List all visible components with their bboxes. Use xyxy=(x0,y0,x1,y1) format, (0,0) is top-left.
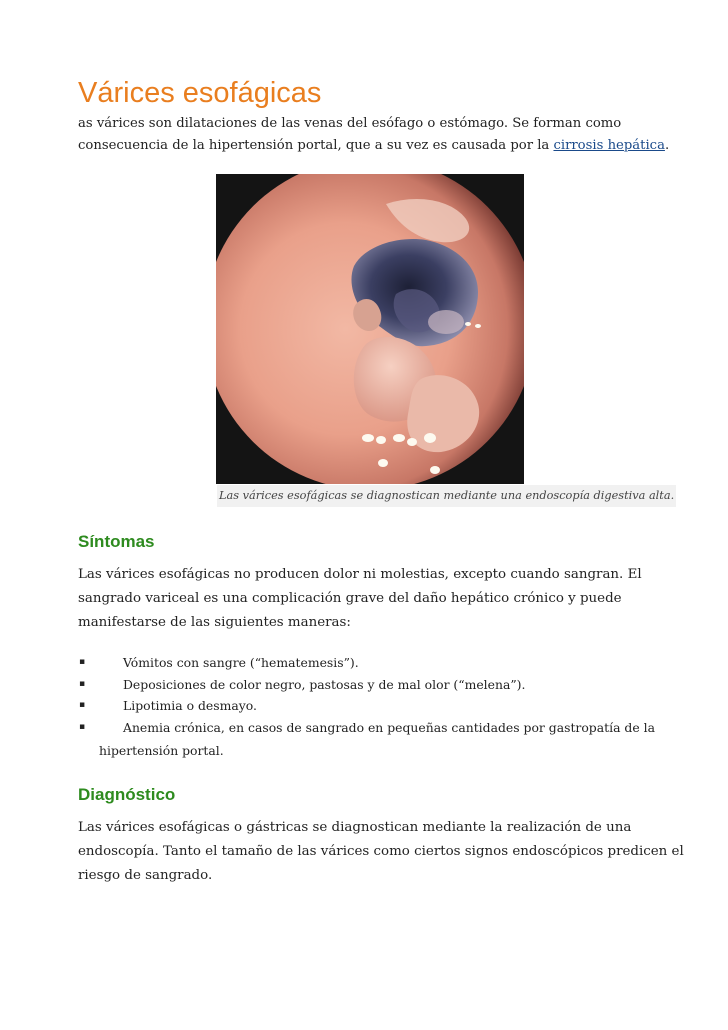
sintomas-heading: Síntomas xyxy=(78,532,155,551)
bullet-icon: ▪ xyxy=(79,721,86,732)
endoscopy-image xyxy=(216,174,524,484)
list-item xyxy=(78,717,658,765)
sintomas-line-3: manifestarse de las siguientes maneras: xyxy=(78,615,351,630)
list-item-continuation: hipertensión portal. xyxy=(99,743,224,758)
diagnostico-line-2: endoscopía. Tanto el tamaño de las várices como ciertos signos endoscópicos predicen el xyxy=(78,844,684,859)
sintomas-line-2: sangrado variceal es una complicación grave del daño hepático crónico y puede xyxy=(78,591,622,606)
intro-line-1: as várices son dilataciones de las venas del esófago o estómago. Se forman como xyxy=(78,116,622,131)
cirrosis-link[interactable]: cirrosis hepática xyxy=(553,138,665,153)
intro-line-2-suffix: . xyxy=(664,138,670,153)
page-title: Várices esofágicas xyxy=(78,77,322,109)
sintomas-line-1: Las várices esofágicas no producen dolor ni molestias, excepto cuando sangran. El xyxy=(78,567,642,582)
bullet-icon: ▪ xyxy=(79,657,86,667)
list-item-text: Deposiciones de color negro, pastosas y de mal olor (“melena”). xyxy=(123,676,526,692)
list-item xyxy=(78,652,658,674)
intro-paragraph xyxy=(78,113,670,157)
sintomas-paragraph xyxy=(78,563,658,635)
diagnostico-paragraph xyxy=(78,816,684,888)
diagnostico-heading: Diagnóstico xyxy=(78,785,176,804)
bullet-icon: ▪ xyxy=(79,700,86,710)
list-item xyxy=(78,695,658,717)
diagnostico-line-3: riesgo de sangrado. xyxy=(78,868,213,883)
list-item-text: Lipotimia o desmayo. xyxy=(123,698,257,713)
list-item-text: Anemia crónica, en casos de sangrado en pequeñas cantidades por gastropatía de la xyxy=(123,719,655,735)
bullet-icon: ▪ xyxy=(79,678,86,689)
figure-caption: Las várices esofágicas se diagnostican mediante una endoscopía digestiva alta. xyxy=(217,485,676,507)
list-item xyxy=(78,674,658,696)
symptoms-list xyxy=(78,652,658,764)
diagnostico-line-1: Las várices esofágicas o gástricas se diagnostican mediante la realización de una xyxy=(78,820,632,835)
list-item-text: Vómitos con sangre (“hematemesis”). xyxy=(123,655,359,670)
intro-line-2-prefix: consecuencia de la hipertensión portal, que a su vez es causada por la xyxy=(78,138,554,153)
